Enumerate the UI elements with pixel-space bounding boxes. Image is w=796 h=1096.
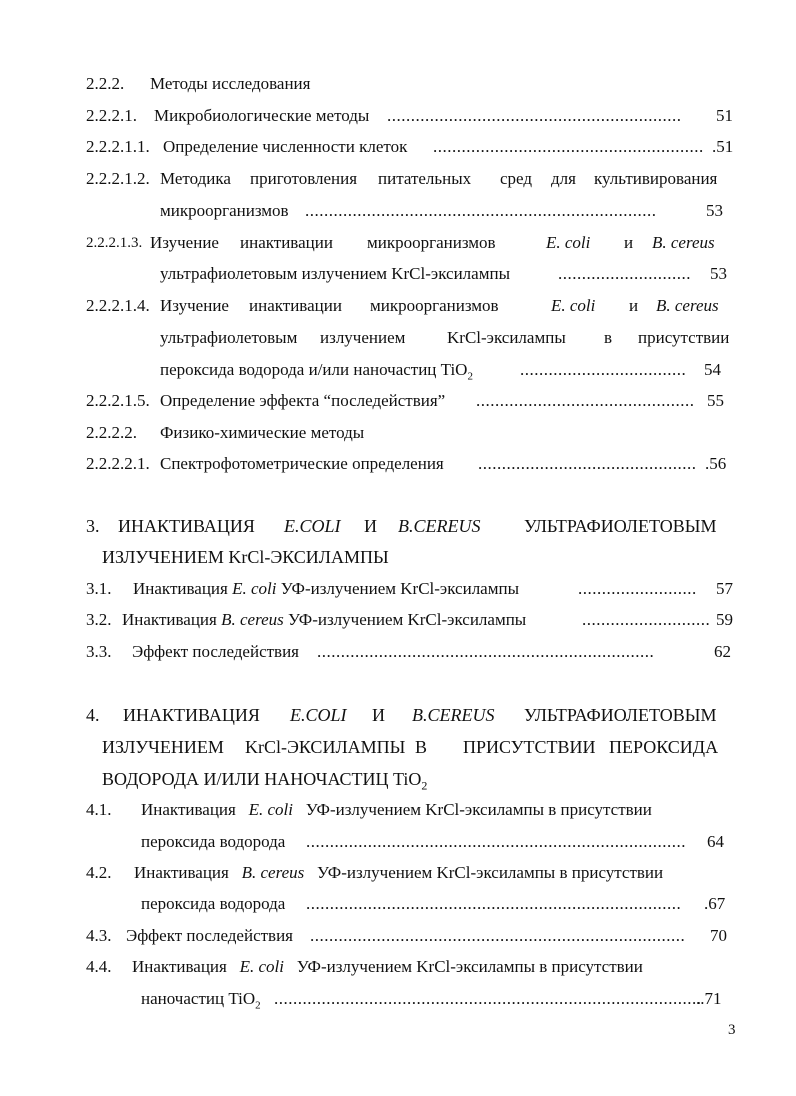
organism-name: E. coli <box>239 957 284 976</box>
section-title: Физико-химические методы <box>160 423 365 442</box>
word: и <box>629 296 639 315</box>
dot-leader: ......................................................... <box>433 137 704 156</box>
section-title: Инактивация <box>132 957 227 976</box>
section-title: Инактивация <box>134 863 229 882</box>
subscript: 2 <box>255 999 261 1012</box>
section-title: УФ-излучением KrCl-эксилампы <box>287 610 527 629</box>
section-title: УФ-излучением KrCl-эксилампы в присутствии <box>316 863 664 882</box>
organism-name: B. cereus <box>221 610 284 629</box>
organism-name: E. coli <box>248 800 293 819</box>
chapter-title: ИЗЛУЧЕНИЕМ KrCl-ЭКСИЛАМПЫ <box>102 547 389 567</box>
section-title: Эффект последействия <box>126 926 293 945</box>
page-ref: 62 <box>714 642 731 661</box>
page-ref: .67 <box>704 894 726 913</box>
word: B.CEREUS <box>412 705 495 725</box>
section-number: 2.2.2.2.1. <box>86 454 150 473</box>
word: и <box>624 233 634 252</box>
word: УЛЬТРАФИОЛЕТОВЫМ <box>524 516 717 536</box>
dot-leader: ................................................................................ <box>306 832 686 851</box>
section-title: УФ-излучением KrCl-эксилампы в присутствии <box>296 957 643 976</box>
word: ИНАКТИВАЦИЯ <box>123 705 260 725</box>
word: микроорганизмов <box>367 233 496 252</box>
section-title: Эффект последействия <box>132 642 299 661</box>
organism-name: B. cereus <box>241 863 305 882</box>
page-ref: 57 <box>716 579 733 598</box>
section-number: 2.2.2.2. <box>86 423 137 442</box>
section-title: УФ-излучением KrCl-эксилампы <box>280 579 519 598</box>
word: И <box>364 516 377 536</box>
dot-leader: .......................................................................................... <box>274 989 702 1008</box>
section-number: 2.2.2.1.2. <box>86 169 150 188</box>
page-ref: 54 <box>704 360 721 379</box>
dot-leader: ............................................................................... <box>306 894 682 913</box>
section-number: 3.2. <box>86 610 112 629</box>
word: культивирования <box>594 169 718 188</box>
section-title: Инактивация <box>141 800 236 819</box>
dot-leader: ............................ <box>558 264 691 283</box>
page-ref: .51 <box>712 137 734 156</box>
page-ref: 53 <box>706 201 723 220</box>
page-ref: 64 <box>707 832 724 851</box>
dot-leader: .............................................. <box>478 454 697 473</box>
word: E.COLI <box>290 705 347 725</box>
word: излучением <box>320 328 406 347</box>
word: сред <box>500 169 533 188</box>
section-number: 3.1. <box>86 579 112 598</box>
word: ИЗЛУЧЕНИЕМ <box>102 737 224 757</box>
word: ИНАКТИВАЦИЯ <box>118 516 255 536</box>
dot-leader: ......................... <box>578 579 697 598</box>
section-title: Определение численности клеток <box>163 137 408 156</box>
word: B.CEREUS <box>398 516 481 536</box>
word: Изучение <box>160 296 229 315</box>
word: инактивации <box>240 233 333 252</box>
dot-leader: .......................................................................... <box>305 201 657 220</box>
section-title: Инактивация <box>133 579 228 598</box>
section-title: микроорганизмов <box>160 201 289 220</box>
section-title: пероксида водорода и/или наночастиц TiO <box>160 360 468 379</box>
page-ref: 51 <box>716 106 733 125</box>
word: В <box>415 737 428 757</box>
chapter-number: 4. <box>86 705 100 725</box>
page-ref: .56 <box>705 454 727 473</box>
word: Изучение <box>150 233 219 252</box>
word: УЛЬТРАФИОЛЕТОВЫМ <box>524 705 717 725</box>
page-ref: ..71 <box>696 989 722 1008</box>
dot-leader: ................................... <box>520 360 687 379</box>
dot-leader: ............................................................................... <box>310 926 686 945</box>
section-number: 4.2. <box>86 863 112 882</box>
section-number: 2.2.2.1.5. <box>86 391 150 410</box>
dot-leader: .............................................................. <box>387 106 682 125</box>
section-number: 2.2.2.1.4. <box>86 296 150 315</box>
page-number-value: 3 <box>728 1022 736 1038</box>
word: E.COLI <box>284 516 341 536</box>
section-title: пероксида водорода <box>141 832 286 851</box>
word: ультрафиолетовым <box>160 328 298 347</box>
section-title: УФ-излучением KrCl-эксилампы в присутствии <box>305 800 652 819</box>
word: в <box>604 328 613 347</box>
section-number: 4.1. <box>86 800 112 819</box>
section-title: ультрафиолетовым излучением KrCl-эксилампы <box>160 264 510 283</box>
page-ref: 59 <box>716 610 733 629</box>
word: присутствии <box>638 328 730 347</box>
section-title: Спектрофотометрические определения <box>160 454 444 473</box>
section-number: 4.4. <box>86 957 112 976</box>
word: микроорганизмов <box>370 296 499 315</box>
word: ПРИСУТСТВИИ <box>463 737 596 757</box>
word: для <box>551 169 576 188</box>
dot-leader: ........................... <box>582 610 711 629</box>
section-title: Микробиологические методы <box>154 106 370 125</box>
page-ref: 70 <box>710 926 727 945</box>
section-title: Определение эффекта “последействия” <box>160 391 446 410</box>
dot-leader: .............................................. <box>476 391 695 410</box>
page-ref: 55 <box>707 391 724 410</box>
section-number: 2.2.2.1.3. <box>86 235 143 251</box>
section-number: 2.2.2.1. <box>86 106 137 125</box>
section-number: 4.3. <box>86 926 112 945</box>
word: Методика <box>160 169 231 188</box>
section-title: наночастиц TiO <box>141 989 256 1008</box>
word: B. cereus <box>656 296 719 315</box>
section-title: пероксида водорода <box>141 894 286 913</box>
dot-leader: ....................................................................... <box>317 642 655 661</box>
word: приготовления <box>250 169 358 188</box>
subscript: 2 <box>467 370 473 383</box>
word: И <box>372 705 385 725</box>
word: питательных <box>378 169 472 188</box>
section-number: 2.2.2. <box>86 74 125 93</box>
word: KrCl-эксилампы <box>447 328 566 347</box>
subscript: 2 <box>421 778 428 793</box>
chapter-number: 3. <box>86 516 100 536</box>
section-title: Методы исследования <box>150 74 311 93</box>
word: инактивации <box>249 296 342 315</box>
word: E. coli <box>551 296 596 315</box>
word: ПЕРОКСИДА <box>609 737 719 757</box>
section-number: 3.3. <box>86 642 112 661</box>
section-number: 2.2.2.1.1. <box>86 137 150 156</box>
page-ref: 53 <box>710 264 727 283</box>
chapter-title: ВОДОРОДА И/ИЛИ НАНОЧАСТИЦ TiO <box>102 769 422 789</box>
organism-name: E. coli <box>232 579 277 598</box>
word: KrCl-ЭКСИЛАМПЫ <box>245 737 406 757</box>
section-title: Инактивация <box>122 610 217 629</box>
word: E. coli <box>546 233 591 252</box>
word: B. cereus <box>652 233 715 252</box>
